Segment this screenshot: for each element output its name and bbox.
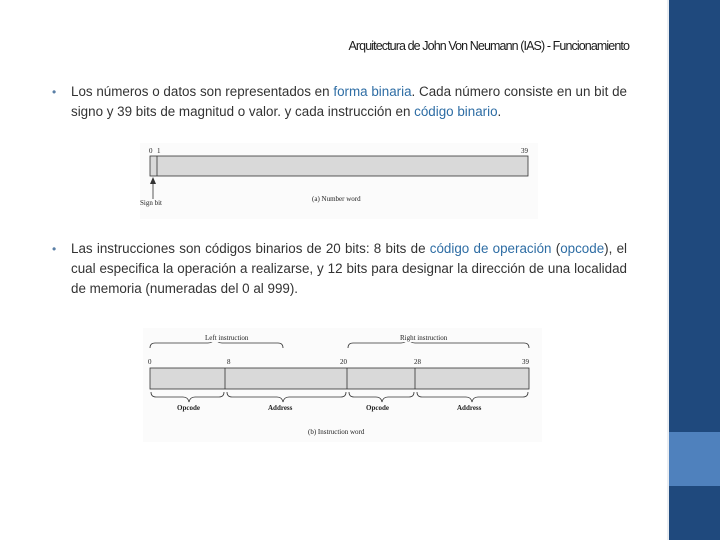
highlight-opcode: opcode: [560, 241, 605, 256]
decorative-bar-top: [669, 0, 720, 432]
right-instruction-label: Right instruction: [400, 334, 448, 342]
bit-label-0: 0: [148, 358, 152, 366]
bullet-instruction-format: [52, 239, 627, 299]
text-run: ), el cual especifica la operación a realizarse, y 12 bits para designar la dirección de una localidad de memoria (numeradas del 0 al 999).: [71, 241, 628, 296]
slide-title: Arquitectura de John Von Neumann (IAS) - Funcionamiento: [348, 39, 629, 53]
number-word-field: [150, 156, 528, 176]
address-label-2: Address: [457, 404, 482, 412]
instruction-word-caption: (b) Instruction word: [308, 428, 365, 436]
sign-bit-label: Sign bit: [140, 199, 162, 207]
bullet-number-representation: [52, 82, 627, 122]
bit-label-8: 8: [227, 358, 231, 366]
address-label-1: Address: [268, 404, 293, 412]
text-run: Las instrucciones son códigos binarios de 20 bits: 8 bits de: [71, 241, 430, 256]
bullet-icon: •: [52, 85, 57, 99]
highlight-codigo-binario: código binario: [414, 104, 498, 119]
text-run: .: [497, 104, 502, 119]
instruction-word-field: [150, 368, 529, 389]
bullet-text: [71, 239, 627, 299]
text-run: (: [551, 241, 561, 256]
opcode-label-2: Opcode: [366, 404, 389, 412]
opcode-label-1: Opcode: [177, 404, 200, 412]
arrow-up-icon: [150, 177, 156, 184]
bit-label-20: 20: [340, 358, 347, 366]
bit-label-39: 39: [522, 358, 529, 366]
bullet-text: [71, 82, 627, 122]
highlight-codigo-de-operacion: código de operación: [429, 241, 552, 256]
text-run: . Cada número consiste en un bit de signo y 39 bits de magnitud o valor. y cada instrucción en: [71, 84, 627, 119]
opcode-brace-2: [349, 392, 414, 402]
instruction-word-figure: [143, 328, 542, 442]
decorative-bar-middle: [669, 432, 720, 486]
bit-label-1: 1: [157, 147, 161, 155]
bullet-icon: •: [52, 242, 57, 256]
bit-label-39: 39: [521, 147, 528, 155]
left-instruction-label: Left instruction: [205, 334, 249, 342]
address-brace-2: [417, 392, 528, 402]
bit-label-28: 28: [414, 358, 421, 366]
text-run: Los números o datos son representados en: [71, 84, 334, 99]
opcode-brace-1: [151, 392, 224, 402]
number-word-figure: [140, 143, 538, 219]
address-brace-1: [227, 392, 346, 402]
decorative-bar-bottom: [669, 486, 720, 540]
highlight-forma-binaria: forma binaria: [333, 84, 412, 99]
number-word-caption: (a) Number word: [312, 195, 361, 203]
bit-label-0: 0: [149, 147, 153, 155]
